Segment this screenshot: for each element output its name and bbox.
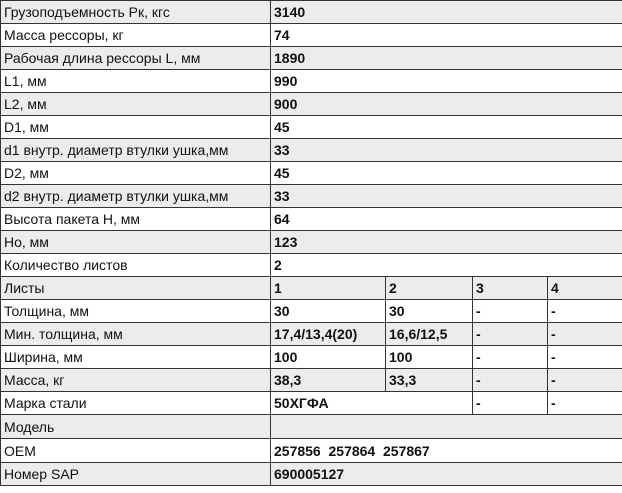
spec-value: 74 [271,24,622,47]
leaf-row-label: Ширина, мм [1,346,271,369]
leaf-row-steel-grade [1,392,622,415]
sap-label: Номер SAP [1,463,271,486]
spec-label: Ho, мм [1,231,271,254]
spec-value: 3140 [271,1,622,24]
leaf-cell: - [473,300,548,323]
oem-label: OEM [1,439,271,463]
spec-row-d2 [1,162,622,185]
spec-value: 900 [271,93,622,116]
leaf-cell: 100 [271,346,386,369]
leaf-cell: - [473,392,548,415]
leaf-column-header: 2 [386,277,473,300]
leaf-cell: 38,3 [271,369,386,392]
oem-row [1,439,622,463]
leaf-column-header: 1 [271,277,386,300]
spec-value: 2 [271,254,622,277]
spec-value: 45 [271,116,622,139]
spec-label: d2 внутр. диаметр втулки ушка,мм [1,185,271,208]
leaf-row-min-thickness [1,323,622,346]
leaf-row-width [1,346,622,369]
spec-row-capacity [1,1,622,24]
spec-row-mass [1,24,622,47]
leaf-cell: - [548,346,622,369]
leaf-cell: - [473,346,548,369]
leaf-row-mass [1,369,622,392]
leaf-cell: - [473,369,548,392]
leaf-row-label: Масса, кг [1,369,271,392]
spec-row-ho [1,231,622,254]
spec-row-l1 [1,70,622,93]
spec-value: 1890 [271,47,622,70]
oem-value: 257856 257864 257867 [271,439,622,463]
leaf-cell: - [548,323,622,346]
spec-row-d2-inner [1,185,622,208]
model-label: Модель [1,415,271,439]
spec-row-d1 [1,116,622,139]
spec-row-l2 [1,93,622,116]
leaf-row-label: Толщина, мм [1,300,271,323]
steel-grade-value: 50ХГФА [271,392,473,415]
leaf-cell: 17,4/13,4(20) [271,323,386,346]
spec-label: Количество листов [1,254,271,277]
model-row [1,415,622,439]
leaf-column-header: 3 [473,277,548,300]
leaf-column-header: 4 [548,277,622,300]
spec-value: 33 [271,185,622,208]
leaf-cell: 30 [271,300,386,323]
spec-label: L2, мм [1,93,271,116]
leaf-cell: 33,3 [386,369,473,392]
leaves-header-row [1,277,622,300]
spec-label: L1, мм [1,70,271,93]
leaf-cell: 30 [386,300,473,323]
model-value [271,415,622,439]
spec-value: 990 [271,70,622,93]
spec-label: Масса рессоры, кг [1,24,271,47]
leaf-cell: 100 [386,346,473,369]
spec-value: 123 [271,231,622,254]
sap-value: 690005127 [271,463,622,486]
spec-row-work-length [1,47,622,70]
leaf-cell: - [548,300,622,323]
spec-label: D2, мм [1,162,271,185]
leaf-row-label: Марка стали [1,392,271,415]
spec-value: 64 [271,208,622,231]
spec-label: D1, мм [1,116,271,139]
spec-value: 33 [271,139,622,162]
leaves-header-label: Листы [1,277,271,300]
spec-label: Грузоподъемность Рк, кгс [1,1,271,24]
spec-row-d1-inner [1,139,622,162]
leaf-cell: - [473,323,548,346]
spec-row-pack-height [1,208,622,231]
spec-value: 45 [271,162,622,185]
leaf-row-label: Мин. толщина, мм [1,323,271,346]
sap-row [1,463,622,486]
spec-row-leaf-count [1,254,622,277]
leaf-row-thickness [1,300,622,323]
spec-label: Высота пакета H, мм [1,208,271,231]
leaf-cell: - [548,392,622,415]
spec-label: d1 внутр. диаметр втулки ушка,мм [1,139,271,162]
spec-label: Рабочая длина рессоры L, мм [1,47,271,70]
leaf-cell: - [548,369,622,392]
leaf-cell: 16,6/12,5 [386,323,473,346]
